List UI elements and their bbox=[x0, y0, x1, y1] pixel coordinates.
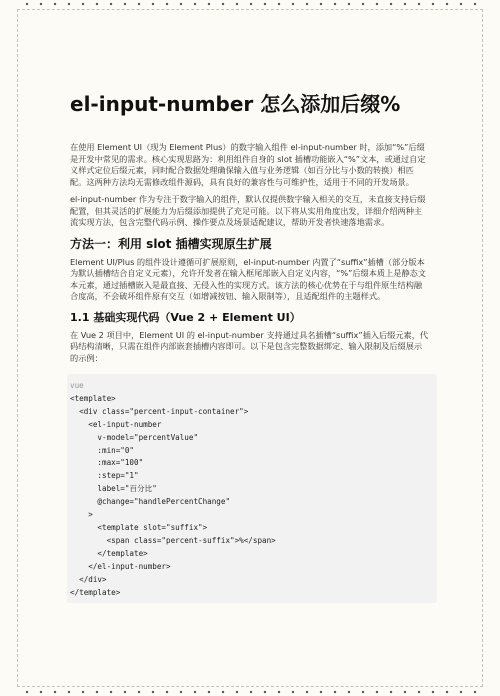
page-dots-bottom bbox=[20, 690, 480, 694]
paragraph-intro: 在使用 Element UI（现为 Element Plus）的数字输入组件 el-input-number 时，添加“%”后缀是开发中常见的需求。核心实现思路为：利用组件自身的 slot 插槽功能嵌入“%”文本，或通过自定义样式定位后缀元素，同时配合数据处理确保输入值与业务逻辑（如百分比与小数的转换）相匹配。这两种方法均无需修改组件源码，具有良好的兼容性与可维护性，适用于不同的开发场景。 bbox=[70, 142, 426, 187]
subsection-heading: 1.1 基础实现代码（Vue 2 + Element UI） bbox=[70, 310, 301, 324]
code-line: v-model="percentValue" bbox=[70, 432, 199, 442]
code-line: <template slot="suffix"> bbox=[70, 522, 208, 532]
paragraph-method1: Element UI/Plus 的组件设计遵循可扩展原则，el-input-number 内置了“suffix”插槽（部分版本为默认插槽结合自定义元素），允许开发者在输入框尾部嵌入自定义内容，“%”后缀本质上是静态文本元素，通过插槽嵌入是最直接、无侵入性的实现方式。该方法的核心优势在于与组件原生结构融合度高，不会破坏组件原有交互（如增减按钮、输入限制等），且适配组件的主题样式。 bbox=[70, 256, 427, 301]
code-line: <template> bbox=[70, 393, 116, 403]
code-line: :min="0" bbox=[70, 445, 135, 455]
article bbox=[70, 90, 430, 603]
code-line: label="百分比" bbox=[70, 484, 157, 494]
code-line: > bbox=[70, 510, 93, 520]
page-dots-top bbox=[20, 2, 480, 6]
code-block bbox=[67, 374, 437, 603]
code-line: @change="handlePercentChange" bbox=[70, 497, 231, 507]
code-line: <el-input-number bbox=[70, 419, 162, 429]
paragraph-overview: el-input-number 作为专注于数字输入的组件，默认仅提供数字输入相关的交互，未直接支持后缀配置，但其灵活的扩展能力为后缀添加提供了充足可能。以下将从实用角度出发，详细介绍两种主流实现方法，包含完整代码示例、操作要点及场景适配建议，帮助开发者快速落地需求。 bbox=[70, 194, 426, 227]
code-line: </div> bbox=[70, 574, 107, 584]
code-line: </template> bbox=[70, 587, 121, 597]
code-line: :max="100" bbox=[70, 458, 144, 468]
code-line: :step="1" bbox=[70, 471, 139, 481]
code-language-label: vue bbox=[70, 381, 84, 390]
code-line: <div class="percent-input-container"> bbox=[70, 406, 249, 416]
paragraph-vue2: 在 Vue 2 项目中，Element UI 的 el-input-number 支持通过具名插槽“suffix”插入后缀元素，代码结构清晰，只需在组件内部嵌套插槽内容即可。以下是包含完整数据绑定、输入限制及后缀展示的示例： bbox=[70, 329, 429, 363]
code-line: <span class="percent-suffix">%</span> bbox=[70, 535, 276, 545]
code-line: </template> bbox=[70, 548, 148, 558]
section-heading: 方法一：利用 slot 插槽实现原生扩展 bbox=[70, 236, 272, 251]
page-title: el-input-number 怎么添加后缀% bbox=[70, 92, 401, 116]
code-line: </el-input-number> bbox=[70, 561, 171, 571]
